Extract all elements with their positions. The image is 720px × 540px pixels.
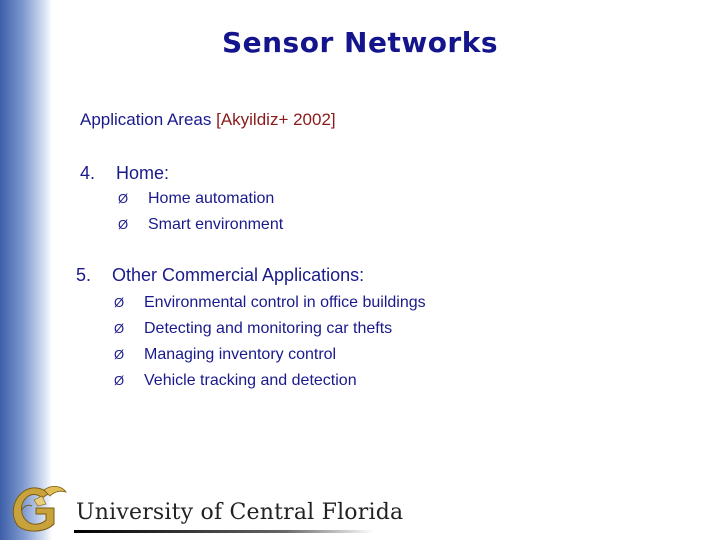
footer-divider xyxy=(74,530,374,533)
list-item xyxy=(118,216,283,234)
left-gradient-bar xyxy=(0,0,52,540)
list-item xyxy=(114,320,392,338)
ucf-pegasus-logo-icon xyxy=(4,480,70,536)
section-heading-text: Other Commercial Applications: xyxy=(112,265,365,285)
list-item xyxy=(114,372,357,390)
subtitle-text: Application Areas xyxy=(80,110,217,129)
list-item xyxy=(118,190,274,208)
arrow-bullet-icon: Ø xyxy=(114,347,125,362)
section-heading-text: Home: xyxy=(116,163,170,183)
list-item-text: Home automation xyxy=(148,190,275,207)
arrow-bullet-icon: Ø xyxy=(114,321,125,336)
list-item xyxy=(114,294,426,312)
university-name: University of Central Florida xyxy=(76,500,404,525)
list-item-text: Vehicle tracking and detection xyxy=(144,372,357,389)
arrow-bullet-icon: Ø xyxy=(118,191,129,206)
section-home-heading xyxy=(80,163,169,184)
list-item-text: Managing inventory control xyxy=(144,346,337,363)
slide-title: Sensor Networks xyxy=(221,26,499,59)
list-item-text: Detecting and monitoring car thefts xyxy=(144,320,393,337)
slide-subtitle xyxy=(80,110,336,130)
section-commercial-heading xyxy=(76,265,364,286)
list-item-text: Smart environment xyxy=(148,216,284,233)
list-item-text: Environmental control in office buildings xyxy=(144,294,426,311)
arrow-bullet-icon: Ø xyxy=(114,295,125,310)
section-number: 5. xyxy=(76,265,92,285)
subtitle-citation: [Akyildiz+ 2002] xyxy=(216,110,336,129)
list-item xyxy=(114,346,336,364)
section-number: 4. xyxy=(80,163,96,183)
arrow-bullet-icon: Ø xyxy=(114,373,125,388)
arrow-bullet-icon: Ø xyxy=(118,217,129,232)
